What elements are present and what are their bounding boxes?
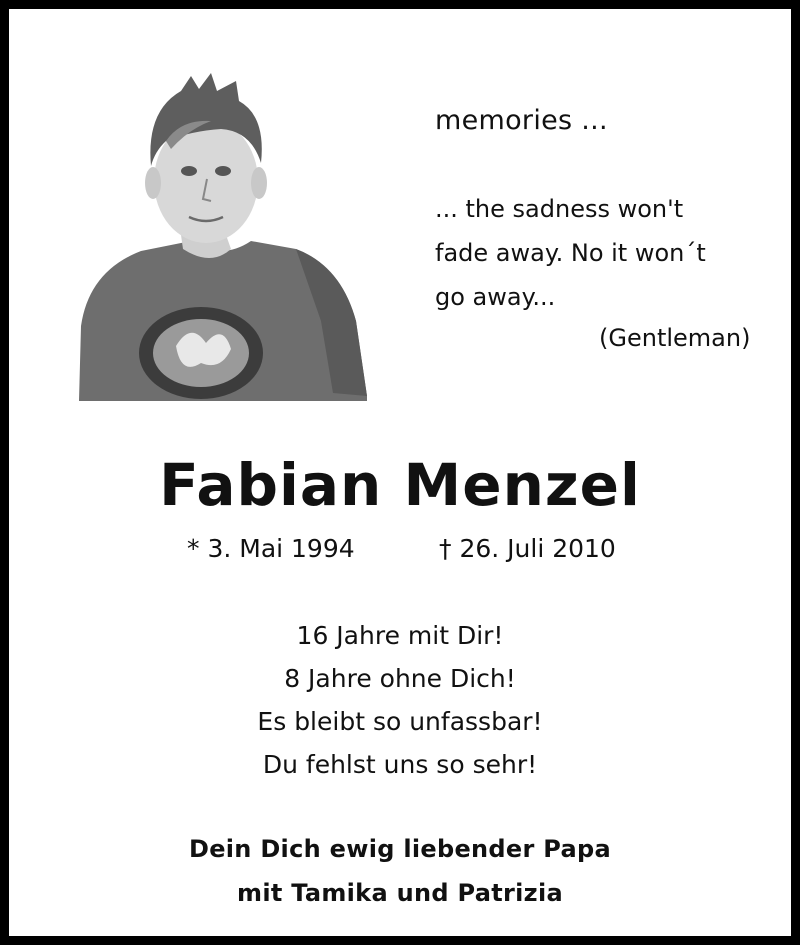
portrait-illustration [71,71,369,401]
quote-block [435,99,775,319]
quote-heading: memories ... [435,105,608,136]
signature-line: Dein Dich ewig liebender Papa [188,835,612,863]
death-date: † 26. Juli 2010 [439,534,616,563]
birth-date: * 3. Mai 1994 [187,534,355,563]
verse-line: 16 Jahre mit Dir! [296,621,504,650]
deceased-name: Fabian Menzel [159,451,641,519]
quote-line: ... the sadness won't [435,195,684,223]
memorial-verse [9,614,791,786]
verse-line: Du fehlst uns so sehr! [262,750,538,779]
quote-line: fade away. No it won´t [435,239,706,267]
quote-author: (Gentleman) [599,324,751,352]
verse-line: 8 Jahre ohne Dich! [284,664,516,693]
signature-line: mit Tamika und Patrizia [237,879,563,907]
signature-block [9,827,791,915]
portrait-photo [71,71,369,401]
quote-lines [435,187,775,319]
verse-line: Es bleibt so unfassbar! [257,707,543,736]
quote-line: go away... [435,283,556,311]
